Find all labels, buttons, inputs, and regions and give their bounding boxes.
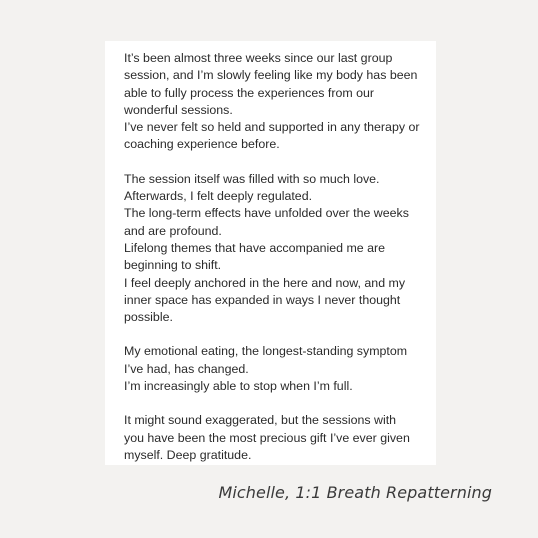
testimonial-line: It might sound exaggerated, but the sessions with (124, 413, 397, 428)
testimonial-line: wonderful sessions. (124, 102, 233, 117)
testimonial-line: Lifelong themes that have accompanied me are (124, 240, 386, 255)
testimonial-line: possible. (124, 310, 173, 325)
testimonial-line: and are profound. (124, 223, 222, 238)
testimonial-line: you have been the most precious gift I’ve ever given (124, 430, 410, 445)
testimonial-line: My emotional eating, the longest-standing symptom (124, 344, 408, 359)
testimonial-line: The session itself was filled with so much love. (124, 171, 380, 186)
testimonial-line: beginning to shift. (124, 258, 222, 273)
testimonial-card (105, 41, 436, 465)
testimonial-paragraph-1 (124, 50, 428, 154)
testimonial-line: I feel deeply anchored in the here and now, and my (124, 275, 406, 290)
testimonial-line: I’ve never felt so held and supported in any therapy or (124, 120, 420, 135)
testimonial-line: I’m increasingly able to stop when I’m full. (124, 379, 353, 394)
testimonial-paragraph-4 (124, 412, 428, 464)
testimonial-line: myself. Deep gratitude. (124, 447, 252, 462)
testimonial-line: coaching experience before. (124, 137, 280, 152)
testimonial-line: able to fully process the experiences from our (124, 85, 375, 100)
testimonial-paragraph-3 (124, 343, 428, 395)
testimonial-line: I’ve had, has changed. (124, 361, 249, 376)
testimonial-line: session, and I’m slowly feeling like my body has been (124, 68, 418, 83)
testimonial-paragraph-2 (124, 171, 428, 327)
testimonial-line: It’s been almost three weeks since our last group (124, 51, 393, 65)
testimonial-line: inner space has expanded in ways I never thought (124, 292, 401, 307)
testimonial-attribution: Michelle, 1:1 Breath Repatterning (218, 483, 492, 502)
testimonial-line: Afterwards, I felt deeply regulated. (124, 189, 313, 204)
testimonial-line: The long-term effects have unfolded over the weeks (124, 206, 409, 221)
